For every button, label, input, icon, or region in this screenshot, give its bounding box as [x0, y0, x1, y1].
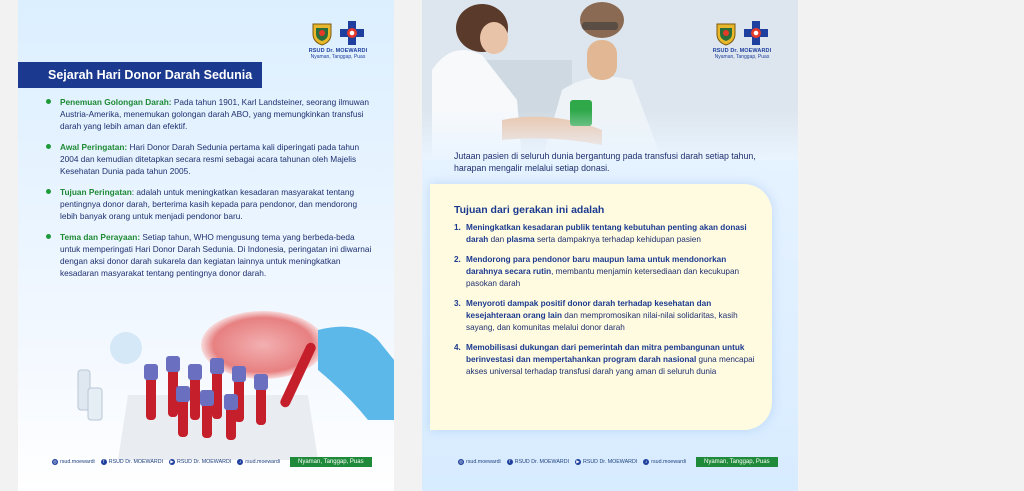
goal-bold: Memobilisasi dukungan dari pemerintah dan mitra pembangunan untuk berinvestasi dan mempertahankan program darah nasional: [466, 343, 745, 364]
goal-item: [454, 254, 760, 290]
footer-instagram[interactable]: [458, 459, 501, 465]
bullet-icon: [46, 144, 51, 149]
tiktok-icon: ♪: [239, 459, 242, 464]
history-item-text: Setiap tahun, WHO mengusung tema yang berbeda-beda untuk memperingati Hari Donor Darah Sedunia. Di Indonesia, peringatan ini diwarnai dengan aksi donor darah sukarela dan kegiatan lainnya untuk meningkatkan kesadaran masyarakat tentang pentingnya donor darah.: [60, 232, 372, 278]
logo-hospital-name: RSUD Dr. MOEWARDI: [308, 48, 368, 54]
goal-number: 2.: [454, 255, 461, 264]
bullet-icon: [46, 99, 51, 104]
footer-instagram-label: rsud.moewardi: [466, 459, 501, 465]
goal-text: guna mencapai akses universal terhadap transfusi darah yang aman di seluruh dunia: [466, 355, 755, 376]
history-item: [46, 186, 376, 222]
history-item-label: Awal Peringatan:: [60, 142, 128, 152]
history-item: [46, 231, 376, 279]
footer-tiktok[interactable]: [643, 459, 686, 465]
footer-tagline-badge: Nyaman, Tanggap, Puas: [290, 457, 372, 467]
footer-tagline-badge: Nyaman, Tanggap, Puas: [696, 457, 778, 467]
section-title: Sejarah Hari Donor Darah Sedunia: [18, 62, 262, 88]
history-item-label: Tujuan Peringatan: [60, 187, 132, 197]
footer-youtube-label: RSUD Dr. MOEWARDI: [583, 459, 638, 465]
intro-text: Jutaan pasien di seluruh dunia bergantung pada transfusi darah setiap tahun, harapan mengalir melalui setiap donasi.: [454, 151, 756, 173]
footer-facebook[interactable]: [101, 459, 163, 465]
history-poster: [18, 0, 394, 491]
goal-bold: Meningkatkan kesadaran publik tentang kebutuhan penting akan donasi darah: [466, 223, 747, 244]
goal-item: [454, 342, 760, 378]
goals-poster: [422, 0, 798, 491]
goal-bold: Mendorong para pendonor baru maupun lama untuk mendonorkan darahnya secara rutin: [466, 255, 727, 276]
logo-tagline: Nyaman, Tanggap, Puas: [714, 54, 770, 60]
goal-text: , membantu menjamin ketersediaan dan kecukupan pasokan darah: [466, 267, 740, 288]
goal-item: [454, 222, 760, 246]
tiktok-icon: ♪: [645, 459, 648, 464]
footer-instagram[interactable]: [52, 459, 95, 465]
history-item-text: Hari Donor Darah Sedunia pertama kali diperingati pada tahun 2004 dan kemudian ditetapkan secara resmi sebagai acara tahunan oleh Majelis Kesehatan Dunia pada tahun 2005.: [60, 142, 360, 176]
hospital-logo: [710, 20, 774, 60]
footer-tiktok-label: rsud.moewardi: [245, 459, 280, 465]
goal-number: 1.: [454, 223, 461, 232]
footer-youtube-label: RSUD Dr. MOEWARDI: [177, 459, 232, 465]
history-item: [46, 96, 376, 132]
social-footer: [52, 457, 372, 467]
footer-youtube[interactable]: [169, 459, 231, 465]
footer-facebook-label: RSUD Dr. MOEWARDI: [108, 459, 163, 465]
bullet-icon: [46, 189, 51, 194]
youtube-icon: ▶: [576, 459, 580, 464]
facebook-icon: f: [507, 459, 513, 465]
goal-number: 3.: [454, 299, 461, 308]
history-item-label: Tema dan Perayaan:: [60, 232, 141, 242]
goal-text: serta dampaknya terhadap kehidupan pasien: [534, 235, 701, 244]
youtube-icon: ▶: [170, 459, 174, 464]
province-emblem-icon: [715, 20, 737, 46]
social-footer: [458, 457, 778, 467]
footer-tiktok[interactable]: [237, 459, 280, 465]
goal-bold-2: plasma: [506, 235, 535, 244]
instagram-icon: ◎: [53, 459, 57, 464]
bullet-icon: [46, 234, 51, 239]
footer-tiktok-label: rsud.moewardi: [651, 459, 686, 465]
goal-number: 4.: [454, 343, 461, 352]
hospital-logo: [306, 20, 370, 60]
footer-youtube[interactable]: [575, 459, 637, 465]
footer-facebook-label: RSUD Dr. MOEWARDI: [514, 459, 569, 465]
history-item: [46, 141, 376, 177]
history-item-label: Penemuan Golongan Darah:: [60, 97, 172, 107]
goal-bold: Menyoroti dampak positif donor darah terhadap kesehatan dan kesejahteraan orang lain: [466, 299, 712, 320]
goals-card: [430, 184, 772, 430]
history-item-text: : adalah untuk meningkatkan kesadaran masyarakat tentang pentingnya donor darah, berterima kasih kepada para pendonor, dan mendorong lebih banyak orang untuk menjadi pendonor baru.: [60, 187, 358, 221]
province-emblem-icon: [311, 20, 333, 46]
hospital-cross-icon: [339, 20, 365, 46]
logo-hospital-name: RSUD Dr. MOEWARDI: [712, 48, 772, 54]
blood-sample-tubes-illustration: [18, 300, 394, 460]
history-list: [46, 96, 376, 288]
logo-tagline: Nyaman, Tanggap, Puas: [310, 54, 366, 60]
goal-mid: dan: [488, 235, 507, 244]
footer-instagram-label: rsud.moewardi: [60, 459, 95, 465]
goal-item: [454, 298, 760, 334]
goals-title: Tujuan dari gerakan ini adalah: [454, 204, 605, 216]
facebook-icon: f: [101, 459, 107, 465]
instagram-icon: ◎: [459, 459, 463, 464]
goals-list: [454, 222, 760, 386]
footer-facebook[interactable]: [507, 459, 569, 465]
goal-text: dan mempromosikan nilai-nilai solidaritas, kasih sayang, dan komunitas melalui donor darah: [466, 311, 738, 332]
history-item-text: Pada tahun 1901, Karl Landsteiner, seorang ilmuwan Austria-Amerika, menemukan golongan darah ABO, yang memungkinkan transfusi darah yang lebih aman dan efektif.: [60, 97, 369, 131]
hospital-cross-icon: [743, 20, 769, 46]
